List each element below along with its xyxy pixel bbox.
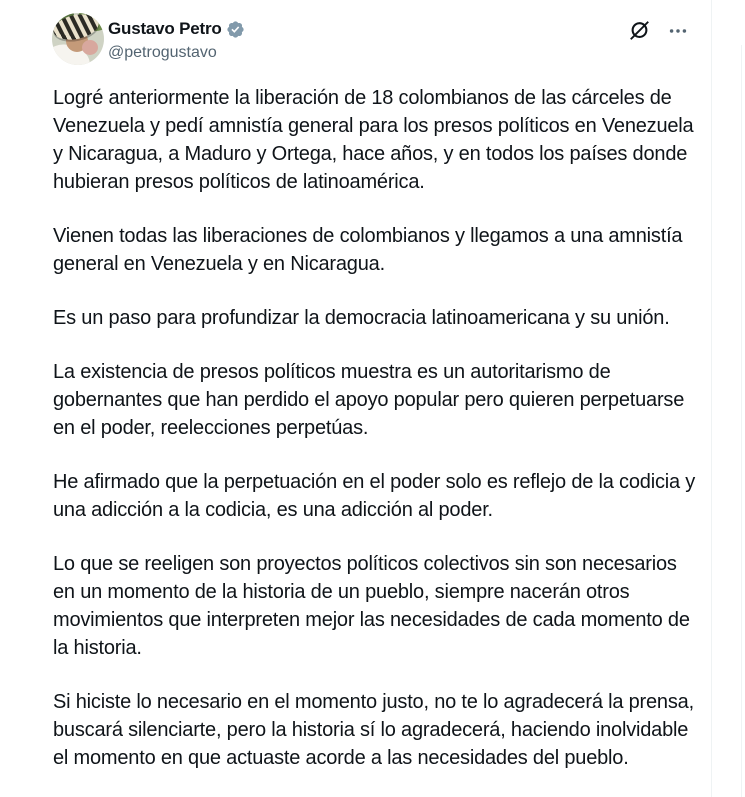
tweet-text xyxy=(53,84,699,797)
avatar[interactable] xyxy=(52,13,104,65)
author-name-row[interactable] xyxy=(108,18,245,40)
more-icon xyxy=(667,20,689,45)
tweet-paragraph: Si hiciste lo necesario en el momento justo, no te lo agradecerá la prensa, buscará silenciarte, pero la historia sí lo agradecerá, haciendo inolvidable el momento en que actuaste acorde a las necesidades del pueblo. xyxy=(53,691,694,769)
grok-button[interactable] xyxy=(626,19,652,45)
avatar-face-secondary xyxy=(82,40,98,55)
tweet-paragraph: He afirmado que la perpetuación en el poder solo es reflejo de la codicia y una adicción a la codicia, es una adicción al poder. xyxy=(53,471,696,521)
author-name[interactable]: Gustavo Petro xyxy=(108,19,222,38)
tweet-paragraph: La existencia de presos políticos muestra es un autoritarismo de gobernantes que han perdido el apoyo popular pero quieren perpetuarse en el poder, reelecciones perpetúas. xyxy=(53,361,685,439)
sidebar-edge-divider xyxy=(741,45,742,797)
author-block xyxy=(108,18,245,63)
tweet-paragraph: Es un paso para profundizar la democracia latinoamericana y su unión. xyxy=(53,307,670,329)
tweet-paragraph: Logré anteriormente la liberación de 18 colombianos de las cárceles de Venezuela y pedí amnistía general para los presos políticos en Venezuela y Nicaragua, a Maduro y Ortega, hace años, y en todos los países donde hubieran presos políticos de latinoamérica. xyxy=(53,87,694,193)
more-button[interactable] xyxy=(665,19,691,45)
tweet-paragraph: Vienen todas las liberaciones de colombianos y llegamos a una amnistía general en Venezuela y en Nicaragua. xyxy=(53,225,683,275)
author-handle[interactable]: @petrogustavo xyxy=(108,44,217,61)
tweet-paragraph: Lo que se reeligen son proyectos políticos colectivos sin son necesarios en un momento de la historia de un pueblo, siempre nacerán otros movimientos que interpreten mejor las necesidades de cada momento de la historia. xyxy=(53,553,690,659)
verified-badge-icon[interactable] xyxy=(226,20,245,39)
grok-icon xyxy=(627,18,652,46)
header-actions xyxy=(626,19,691,45)
